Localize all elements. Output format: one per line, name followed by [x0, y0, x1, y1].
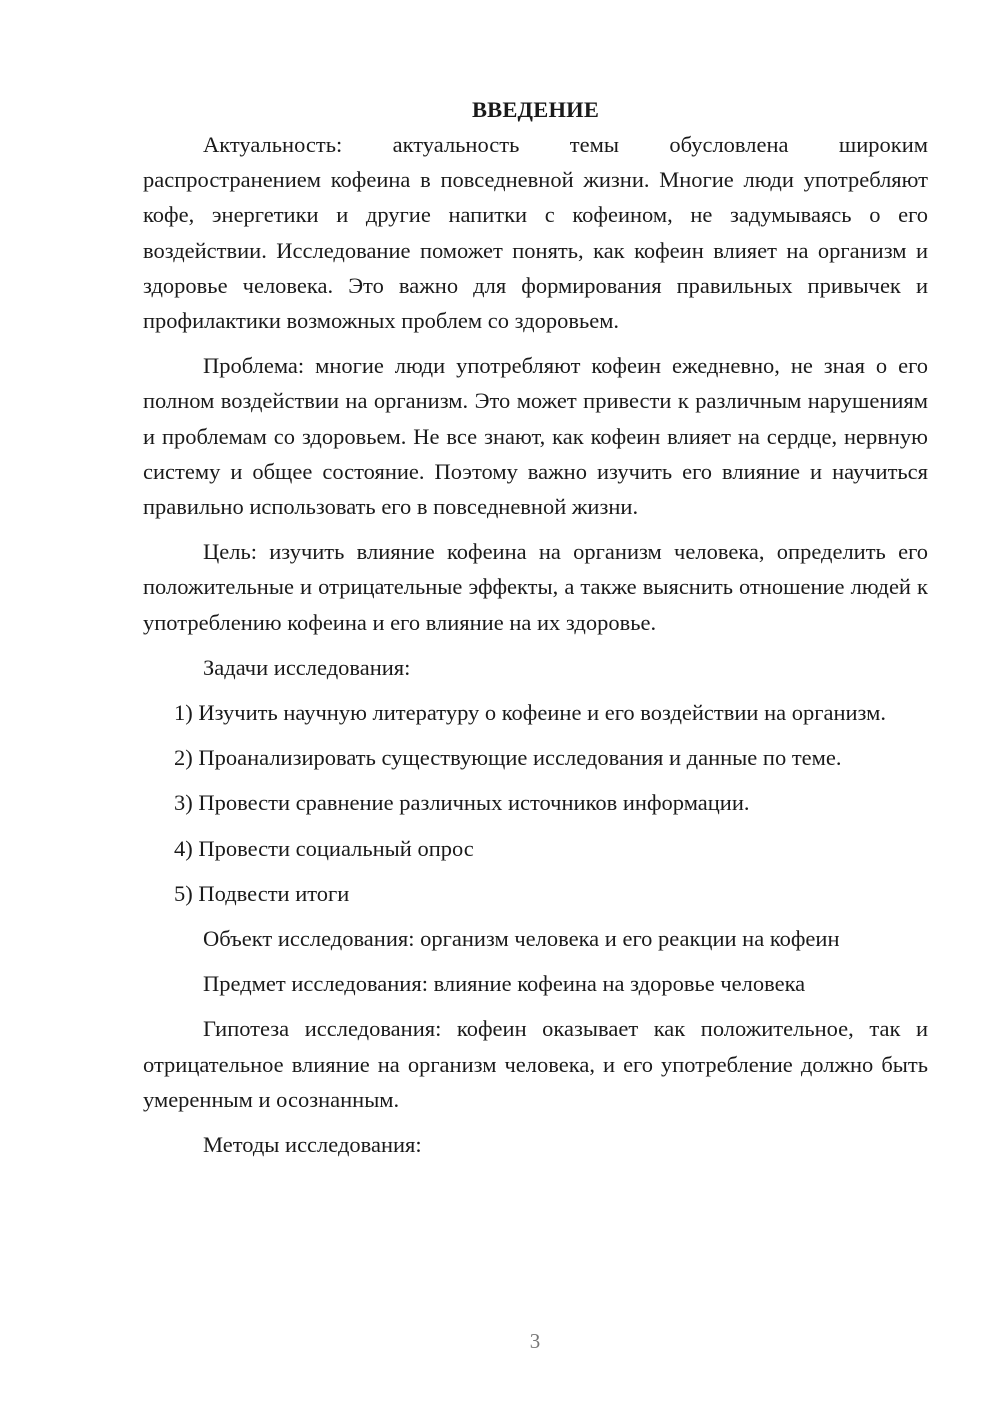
- tasks-list: [143, 695, 928, 911]
- list-item: 5) Подвести итоги: [174, 880, 350, 906]
- relevance-paragraph: Актуальность: актуальность темы обусловлена широким распространением кофеина в повседневной жизни. Многие люди употребляют кофе, энергетики и другие напитки с кофеином, не задумываясь о его воздействии. Исследование поможет понять, как кофеин влияет на организм и здоровье человека. Это важно для формирования правильных привычек и профилактики возможных проблем со здоровьем.: [143, 132, 928, 334]
- hypothesis-paragraph: Гипотеза исследования: кофеин оказывает как положительное, так и отрицательное влияние на организм человека, и его употребление должно быть умеренным и осознанным.: [143, 1016, 928, 1112]
- methods-heading: Методы исследования:: [203, 1132, 422, 1158]
- page-number: 3: [529, 1329, 541, 1353]
- object-paragraph: Объект исследования: организм человека и его реакции на кофеин: [203, 926, 840, 952]
- list-item: 4) Провести социальный опрос: [174, 835, 474, 861]
- section-title: ВВЕДЕНИЕ: [471, 97, 600, 122]
- problem-paragraph: Проблема: многие люди употребляют кофеин ежедневно, не зная о его полном воздействии на организм. Это может привести к различным нарушениям и проблемам со здоровьем. Не все знают, как кофеин влияет на сердце, нервную систему и общее состояние. Поэтому важно изучить его влияние и научиться правильно использовать его в повседневной жизни.: [143, 353, 928, 520]
- list-item: 3) Провести сравнение различных источников информации.: [174, 790, 750, 816]
- tasks-heading: Задачи исследования:: [203, 654, 411, 680]
- list-item: 1) Изучить научную литературу о кофеине и его воздействии на организм.: [174, 700, 886, 726]
- document-page: [143, 92, 928, 1162]
- goal-paragraph: Цель: изучить влияние кофеина на организм человека, определить его положительные и отрицательные эффекты, а также выяснить отношение людей к употреблению кофеина и его влияние на их здоровье.: [143, 539, 928, 635]
- subject-paragraph: Предмет исследования: влияние кофеина на здоровье человека: [203, 971, 806, 997]
- list-item: 2) Проанализировать существующие исследования и данные по теме.: [174, 745, 842, 771]
